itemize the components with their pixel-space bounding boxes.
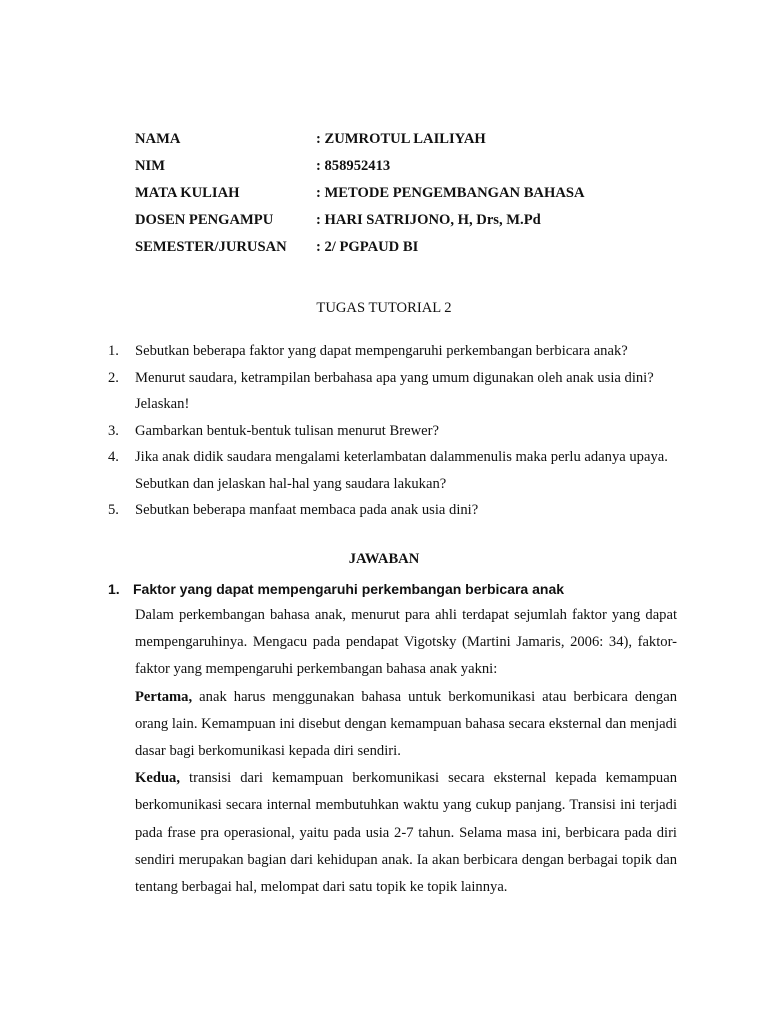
question-text: Menurut saudara, ketrampilan berbahasa apa yang umum digunakan oleh anak usia dini? Jelaskan! <box>135 369 654 412</box>
info-row-dosen <box>135 209 655 236</box>
info-value: : ZUMROTUL LAILIYAH <box>316 131 486 147</box>
student-info <box>135 128 655 263</box>
question-text: Jika anak didik saudara mengalami keterlambatan dalammenulis maka perlu adanya upaya. Sebutkan dan jelaskan hal-hal yang saudara lakukan? <box>135 449 668 492</box>
answer-kedua <box>135 765 677 901</box>
info-value: : METODE PENGEMBANGAN BAHASA <box>316 185 585 201</box>
question-number: 2. <box>108 369 119 386</box>
jawaban-title: JAWABAN <box>348 551 420 567</box>
answer-body <box>135 602 677 901</box>
question-item <box>108 444 668 497</box>
info-row-mata-kuliah <box>135 182 655 209</box>
info-row-nama <box>135 128 655 155</box>
answer-pertama <box>135 684 677 766</box>
question-text: Sebutkan beberapa manfaat membaca pada anak usia dini? <box>135 502 479 518</box>
kedua-label: Kedua, <box>135 770 181 787</box>
question-list <box>108 338 668 524</box>
question-item <box>108 338 668 365</box>
info-label: DOSEN PENGAMPU <box>135 212 274 228</box>
pertama-label: Pertama, <box>135 688 193 705</box>
answer-intro: Dalam perkembangan bahasa anak, menurut para ahli terdapat sejumlah faktor yang dapat mempengaruhinya. Mengacu pada pendapat Vigotsky (Martini Jamaris, 2006: 34), faktor-faktor yang mempengaruhi perkembangan bahasa anak yakni: <box>135 607 677 678</box>
info-label: NAMA <box>135 131 181 147</box>
question-number: 1. <box>108 343 119 359</box>
info-value: : 858952413 <box>316 158 391 174</box>
kedua-text: transisi dari kemampuan berkomunikasi secara eksternal kepada kemampuan berkomunikasi secara internal membutuhkan waktu yang cukup panjang. Transisi ini terjadi pada frase pra operasional, yaitu pada usia 2-7 tahun. Selama masa ini, berbicara pada diri sendiri merupakan bagian dari kehidupan anak. Ia akan berbicara dengan berbagai topik dan tentang berbagai hal, melompat dari satu topik ke topik lainnya. <box>135 770 677 896</box>
question-item <box>108 365 668 418</box>
question-item <box>108 497 668 524</box>
info-row-semester <box>135 236 655 263</box>
answer-heading-text: Faktor yang dapat mempengaruhi perkembangan berbicara anak <box>133 581 565 597</box>
question-number: 3. <box>108 422 119 439</box>
info-value: : HARI SATRIJONO, H, Drs, M.Pd <box>316 212 541 228</box>
pertama-text: anak harus menggunakan bahasa untuk berkomunikasi atau berbicara dengan orang lain. Kemampuan ini disebut dengan kemampuan bahasa secara eksternal dan menjadi dasar bagi berkomunikasi kepada diri sendiri. <box>135 688 677 760</box>
question-text: Gambarkan bentuk-bentuk tulisan menurut Brewer? <box>135 422 439 439</box>
question-item <box>108 418 668 445</box>
question-text: Sebutkan beberapa faktor yang dapat mempengaruhi perkembangan berbicara anak? <box>135 343 628 359</box>
info-label: MATA KULIAH <box>135 185 240 201</box>
question-number: 5. <box>108 502 119 518</box>
info-row-nim <box>135 155 655 182</box>
answer-number: 1. <box>108 581 120 597</box>
info-value: : 2/ PGPAUD BI <box>316 239 419 255</box>
answer-heading <box>108 576 678 602</box>
tugas-title: TUGAS TUTORIAL 2 <box>316 300 452 316</box>
info-label: SEMESTER/JURUSAN <box>135 239 287 255</box>
question-number: 4. <box>108 449 119 465</box>
info-label: NIM <box>135 158 165 174</box>
answer-section <box>108 576 678 901</box>
